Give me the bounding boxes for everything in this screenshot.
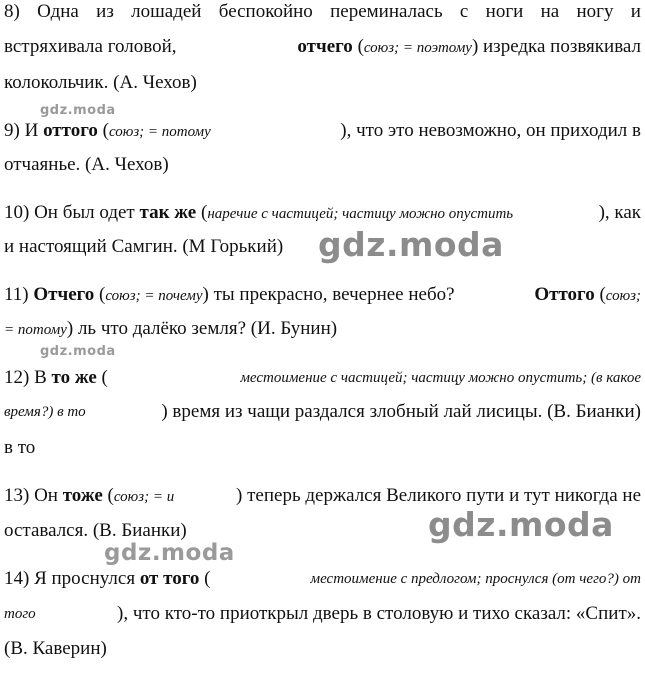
p12-line-3: в то xyxy=(4,437,36,458)
p14-line-3: (В. Каверин) xyxy=(4,638,107,659)
p13-line-1: 13) Он тоже (союз; = и ) теперь держался Великого пути и тут никогда не xyxy=(4,485,641,506)
p11-line-2: = потому) ль что далёко земля? (И. Бунин) xyxy=(4,318,338,339)
p8-word: с xyxy=(459,1,469,22)
p10-keyword: так же xyxy=(139,202,197,223)
p9-annotation: союз; = потому xyxy=(108,124,211,140)
p8-word: ногу xyxy=(576,1,614,22)
watermark-5: gdz.moda xyxy=(104,540,235,566)
p9-line-2: отчаянье. (А. Чехов) xyxy=(4,154,169,175)
p13-keyword: тоже xyxy=(62,485,103,506)
p8-annotation: союз; = поэтому xyxy=(363,40,472,56)
p14-line-1: 14) Я проснулся от того ( местоимение с предлогом; проснулся (от чего?) от xyxy=(4,568,641,589)
p8-keyword: отчего xyxy=(297,36,353,57)
p8-word: переминалась xyxy=(330,1,443,22)
p11-annotation-1: союз; = почему xyxy=(105,288,203,304)
p8-word: Одна xyxy=(37,1,79,22)
p8-word: на xyxy=(540,1,560,22)
p8-word: беспокойно xyxy=(218,1,313,22)
p9-keyword: оттого xyxy=(43,120,98,141)
p8-word: ноги xyxy=(485,1,524,22)
p12-annotation-b: время?) в то xyxy=(4,404,86,420)
p14-keyword: от того xyxy=(139,568,200,589)
p14-line-2: того ), что кто-то приоткрыл дверь в столовую и тихо сказал: «Спит». xyxy=(4,603,641,624)
p12-line-1: 12) В то же ( местоимение с частицей; частицу можно опустить; (в какое xyxy=(4,367,641,388)
p8-word: лошадей xyxy=(131,1,202,22)
p11-keyword-1: Отчего xyxy=(33,284,95,305)
p10-line-2: и настоящий Самгин. (М Горький) xyxy=(4,236,284,257)
p8-line-2: встряхивала головой, отчего (союз; = поэтому) изредка позвякивал xyxy=(4,36,641,57)
watermark-1: gdz.moda xyxy=(40,103,116,118)
p8-word: из xyxy=(96,1,114,22)
p8-line-3: колокольчик. (А. Чехов) xyxy=(4,72,197,93)
p8-word: 8) xyxy=(4,1,20,22)
p12-keyword: то же xyxy=(51,367,97,388)
watermark-4: gdz.moda xyxy=(428,505,614,544)
p11-keyword-2: Оттого xyxy=(534,284,595,305)
p13-annotation: союз; = и xyxy=(113,489,175,505)
p14-annotation-b: того xyxy=(4,606,36,622)
p10-annotation: наречие с частицей; частицу можно опустить xyxy=(207,206,514,222)
p11-annotation-2b: = потому xyxy=(4,322,67,338)
p11-annotation-2a: союз; xyxy=(605,288,641,304)
watermark-3: gdz.moda xyxy=(40,344,116,359)
p8-line-1 xyxy=(4,1,641,23)
p13-line-2: оставался. (В. Бианки) xyxy=(4,520,187,541)
p11-line-1: 11) Отчего (союз; = почему) ты прекрасно, вечернее небо? Оттого (союз; xyxy=(4,284,641,305)
p14-annotation-a: местоимение с предлогом; проснулся (от чего?) от xyxy=(310,571,641,587)
p10-line-1: 10) Он был одет так же (наречие с частицей; частицу можно опустить ), как xyxy=(4,202,641,223)
watermark-2: gdz.moda xyxy=(318,225,504,264)
p12-annotation-a: местоимение с частицей; частицу можно опустить; (в какое xyxy=(240,370,641,386)
p8-word: и xyxy=(630,1,641,22)
p9-line-1: 9) И оттого (союз; = потому ), что это невозможно, он приходил в xyxy=(4,120,641,141)
p8-text: встряхивала головой, xyxy=(4,36,177,57)
p12-line-2: время?) в то ) время из чащи раздался злобный лай лисицы. (В. Бианки) xyxy=(4,401,641,422)
